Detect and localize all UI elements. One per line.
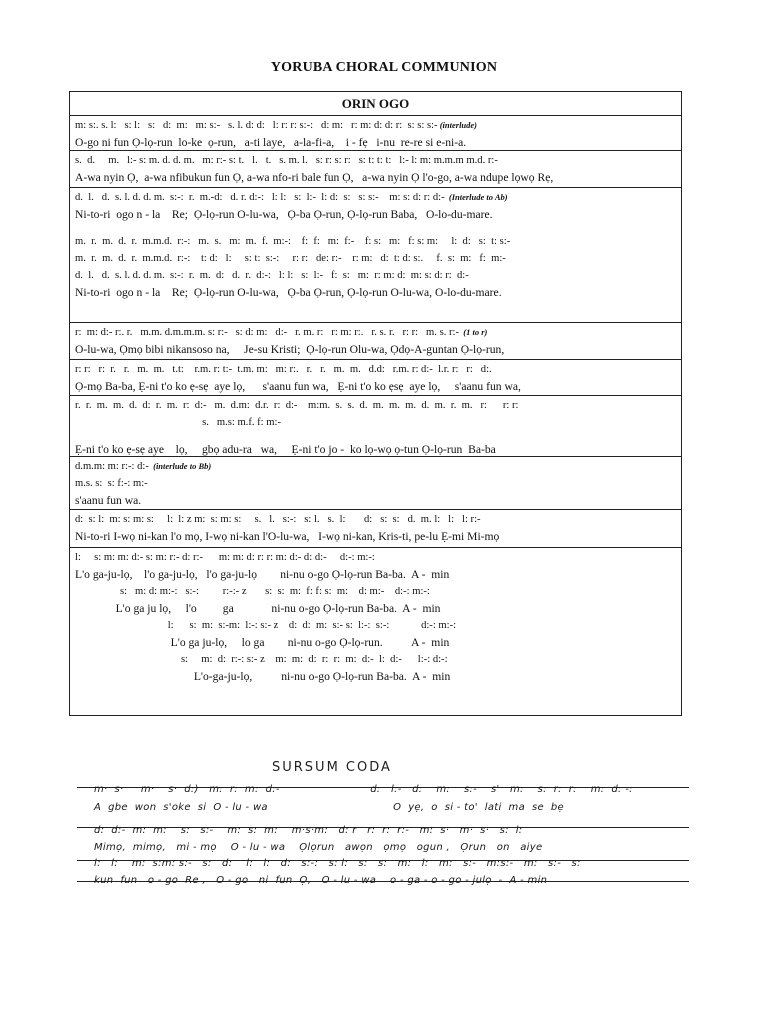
handwritten-section (67, 740, 692, 890)
line-text: l: s: m: m: d:- s: m: r:- d: r:- m: m: d: r: r: m: d:- d: d:- d:-: m:-: (75, 552, 375, 563)
line-text: r: m: d:- r:. r. m.m. d.m.m.m. s: r:- s: d: m: d:- r. m. r: r: m: r:. r. s. r. r: r: m. s. r:- (75, 327, 460, 338)
line-text: s. m.s: m.f. f: m:- (75, 417, 281, 428)
lyric-line (75, 568, 449, 581)
line-text: Ọ-mọ Ba-ba, Ẹ-ni t'o ko ẹ-sẹ aye lọ, s'aanu fun wa, Ẹ-ni t'o ko ẹsẹ aye lọ, s'aanu fun wa, (75, 380, 521, 393)
document-title: YORUBA CHORAL COMMUNION (270, 60, 498, 75)
lyric-line (75, 208, 493, 221)
line-text: L'o ga ju-lọ, lo ga ni-nu o-go Ọ-lọ-run. A - min (75, 636, 450, 649)
notation-line (75, 416, 281, 429)
line-text: Ni-to-ri ogo n - la Re; Ọ-lọ-run O-lu-wa, Ọ-ba Ọ-run, Ọ-lọ-run Baba, O-lo-du-mare. (75, 208, 493, 221)
notation-line (75, 477, 148, 490)
notation-line (75, 235, 510, 248)
line-text: m. r. m. d. r. m.m.d. r:-: t: d: l: s: t: s:-: r: r: de: r:- r: m: d: t: d: s:. f. s: m: f: m:- (75, 253, 506, 264)
score-block (70, 548, 681, 717)
notation-line (75, 154, 498, 167)
section-header: ORIN OGO (70, 92, 681, 116)
handwritten-lyric: Mimọ, mimọ, mi - mọ O - lu - wa Ọlọrun awọn ọmọ ogun , Ọrun on aiye (94, 842, 543, 853)
line-text: Ni-to-ri ogo n - la Re; Ọ-lọ-run O-lu-wa, Ọ-ba Ọ-run, Ọ-lọ-run O-lu-wa, O-lo-du-mare. (75, 286, 502, 299)
line-text: r. r. m. m. d. d: r. m. r: d:- m. d.m: d.r. r: d:- m:m. s. s. d. m. m. m. d. m. r. m. r: r: r: (75, 400, 519, 411)
handwritten-title: SURSUM CODA (272, 760, 392, 775)
notation-line (75, 119, 477, 132)
line-text: O-go ni fun Ọ-lọ-run lo-ke ọ-run, a-ti laye, a-la-fi-a, i - fẹ i-nu re-re si e-ni-a. (75, 136, 467, 149)
score-block (70, 323, 681, 360)
notation-line (75, 363, 492, 376)
lyric-line (75, 636, 449, 649)
line-text: m: s:. s. l: s: l: s: d: m: m: s:- s. l. d: d: l: r: r: s:-: d: m: r: m: d: d: r: s: s: s:- (75, 120, 438, 131)
lyric-line (75, 380, 521, 393)
score-table (69, 91, 682, 716)
handwritten-lyric: A gbe won s'oke si O - lu - wa O yẹ, o si - to' lati ma se bẹ (94, 802, 564, 813)
line-text: d: s: l: m: s: m: s: l: l: z m: s: m: s: s. l. s:-: s: l. s. l: d: s: s: d. m. l: l: l: r:- (75, 514, 481, 525)
lyric-line (75, 670, 450, 683)
score-block (70, 457, 681, 510)
notation-line (75, 551, 375, 564)
notation-line (75, 269, 469, 282)
lyric-line (75, 443, 496, 456)
lyric-line (75, 494, 141, 507)
line-text: d. l. d. s. l. d. d. m. s:-: r. m. d: d. r. d:-: l: l: s: l:- f: s: m: r: m: d: m: s: d: r: d:- (75, 270, 469, 281)
lyric-line (75, 343, 504, 356)
interlude-note: (Interlude to Ab) (444, 192, 508, 202)
notation-line (75, 585, 430, 598)
line-text: s. d. m. l:- s: m. d. d. m. m: r:- s: t. l. t. s. m. l. s: r: s: r: s: t: t: t: l:- l: m: m.m.m m.d. r:- (75, 155, 498, 166)
line-text: Ẹ-ni t'o ko ẹ-sẹ aye lọ, gbọ adu-ra wa, Ẹ-ni t'o jo - ko lọ-wọ ọ-tun Ọ-lọ-run Ba-ba (75, 443, 496, 456)
handwritten-notation: m· s· m· s· d:) m: r: m: d:- d: l:- d: m: s:- s' m: s: r: r: m: d: -: (94, 784, 633, 795)
line-text: d. l. d. s. l. d. d. m. s:-: r. m.-d: d. r. d:-: l: l: s: l:- l: d: s: s: s:- m: s: d: r: d:- (75, 192, 445, 203)
lyric-line (75, 602, 440, 615)
notation-line (75, 460, 211, 473)
handwritten-lyric: kun fun o - go Re , O - go ni fun Ọ, O - lu - wa o - ga - o - go - julọ - A - min (94, 875, 548, 886)
score-block (70, 510, 681, 548)
score-block (70, 188, 681, 323)
line-text: L'o-ga-ju-lọ, ni-nu o-go Ọ-lọ-run Ba-ba. A - min (75, 670, 451, 683)
interlude-note: (interlude to Bb) (148, 461, 212, 471)
line-text: O-lu-wa, Ọmọ bibi nikansoso na, Je-su Kristi; Ọ-lọ-run Olu-wa, Ọdọ-A-guntan Ọ-lọ-run, (75, 343, 505, 356)
notation-line (75, 619, 456, 632)
lyric-line (75, 171, 553, 184)
line-text: l: s: m: s:-m: l:-: s:- z d: d: m: s:- s: l:-: s:-: d:-: m:-: (75, 620, 457, 631)
notation-line (75, 252, 506, 265)
line-text: s: m: d: r:-: s:- z m: m: d: r: r: m: d:- l: d:- l:-: d:-: (75, 654, 448, 665)
line-text: L'o ga ju lọ, l'o ga ni-nu o-go Ọ-lọ-run Ba-ba. A - min (75, 602, 441, 615)
lyric-line (75, 530, 499, 543)
notation-line (75, 399, 518, 412)
interlude-note: (interlude) (437, 120, 478, 130)
lyric-line (75, 286, 502, 299)
line-text: A-wa nyin Ọ, a-wa nfibukun fun Ọ, a-wa nfo-ri bale fun Ọ, a-wa nyin Ọ l'o-go, a-wa ndupe lọwọ Rẹ, (75, 171, 554, 184)
score-block (70, 360, 681, 396)
handwritten-notation: l: l: m: s:m: s:- s: d: l: l: d: s:-: s: l: s: s: m: l: m: s:- m:s:- m: s:- s: (94, 858, 581, 869)
line-text: L'o ga-ju-lọ, l'o ga-ju-lọ, l'o ga-ju-lọ ni-nu o-go Ọ-lọ-run Ba-ba. A - min (75, 568, 450, 581)
line-text: d.m.m: m: r:-: d:- (75, 461, 149, 472)
score-block (70, 116, 681, 151)
notation-line (75, 513, 481, 526)
line-text: s: m: d: m:-: s:-: r:-:- z s: s: m: f: f: s: m: d: m:- d:-: m:-: (75, 586, 430, 597)
score-block (70, 396, 681, 457)
lyric-line (75, 136, 466, 149)
notation-line (75, 191, 508, 204)
score-block (70, 151, 681, 188)
notation-line (75, 653, 448, 666)
handwritten-notation: d: d:- m: m: s: s:- m: s: m: m·s·m: d: r r: r: r:- m: s· m· s· s: l: (94, 825, 523, 836)
line-text: m. r. m. d. r. m.m.d. r:-: m. s. m: m. f. m:-: f: f: m: f:- f: s: m: f: s: m: l: d: s: t: s:- (75, 236, 511, 247)
line-text: Ni-to-ri I-wọ ni-kan l'o mọ, I-wọ ni-kan l'O-lu-wa, I-wọ ni-kan, Kris-ti, pe-lu Ẹ-mi Mi-mọ (75, 530, 500, 543)
notation-line (75, 326, 487, 339)
line-text: m.s. s: s: f:-: m:- (75, 478, 148, 489)
line-text: s'aanu fun wa. (75, 494, 142, 507)
line-text: r: r: r: r. r. m. m. t.t: r.m. r: t:- t.m. m: m: r:. r. r. m. m. d.d: r.m. r: d:- l.r. r: r: d:. (75, 364, 492, 375)
interlude-note: (1 to r) (459, 327, 488, 337)
